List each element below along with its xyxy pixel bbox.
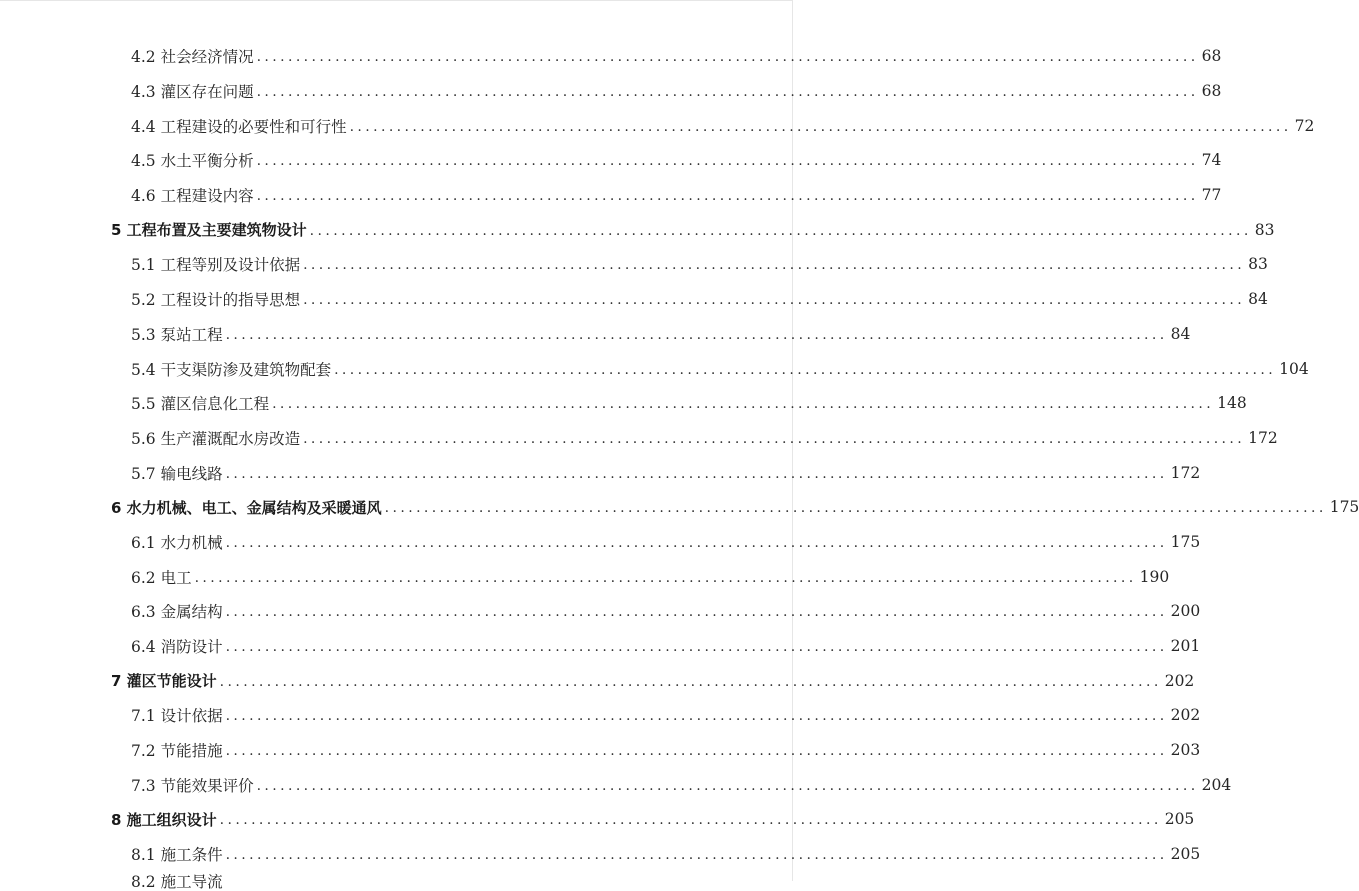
toc-dot-leader: ........................................................................................................................ (219, 812, 1162, 829)
toc-chapter-entry[interactable] (0, 663, 1195, 698)
toc-section-entry[interactable] (0, 178, 1222, 213)
toc-section-entry[interactable] (0, 525, 1201, 560)
toc-dot-leader: ........................................................................................................................ (256, 777, 1199, 794)
toc-entry-title: 7.2 节能措施 (131, 742, 223, 761)
toc-entry-page-number: 172 (1248, 428, 1278, 447)
toc-entry-title: 5.3 泵站工程 (131, 325, 223, 344)
toc-entry-title: 5.5 灌区信息化工程 (131, 395, 270, 414)
toc-entry-title: 8.1 施工条件 (131, 846, 223, 865)
toc-entry-page-number: 205 (1164, 810, 1195, 829)
toc-entry-page-number: 202 (1170, 706, 1201, 725)
toc-entry-page-number: 205 (1170, 845, 1201, 864)
toc-entry-title: 6.1 水力机械 (131, 533, 223, 552)
toc-dot-leader: ........................................................................................................................ (194, 569, 1137, 586)
toc-entry-page-number: 203 (1170, 741, 1201, 760)
toc-entry-page-number: 68 (1201, 82, 1222, 101)
toc-dot-leader: ........................................................................................................................ (225, 604, 1168, 621)
toc-entry-title: 7 灌区节能设计 (111, 672, 217, 691)
toc-dot-leader: ........................................................................................................................ (256, 49, 1199, 66)
toc-entry-page-number: 104 (1279, 359, 1309, 378)
toc-entry-page-number: 202 (1164, 671, 1195, 690)
toc-entry-title: 4.5 水土平衡分析 (131, 152, 254, 171)
toc-entry-title: 7.3 节能效果评价 (131, 776, 254, 795)
toc-entry-page-number: 77 (1201, 186, 1222, 205)
toc-dot-leader: ........................................................................................................................ (256, 188, 1199, 205)
toc-section-entry[interactable] (0, 594, 1201, 629)
toc-entry-page-number: 201 (1170, 637, 1201, 656)
toc-dot-leader: ........................................................................................................................ (303, 292, 1246, 309)
toc-dot-leader: ........................................................................................................................ (334, 361, 1277, 378)
toc-section-entry[interactable] (0, 837, 1201, 872)
toc-section-entry[interactable] (0, 559, 1170, 594)
toc-dot-leader: ........................................................................................................................ (225, 743, 1168, 760)
toc-entry-page-number: 175 (1329, 498, 1359, 517)
toc-dot-leader: ........................................................................................................................ (303, 257, 1246, 274)
table-of-contents (0, 39, 1359, 872)
toc-dot-leader: ........................................................................................................................ (303, 430, 1246, 447)
toc-entry-title: 4.2 社会经济情况 (131, 48, 254, 67)
toc-partial-entry (131, 871, 291, 891)
toc-entry-title: 7.1 设计依据 (131, 707, 223, 726)
toc-entry-title: 6.2 电工 (131, 568, 192, 587)
toc-chapter-entry[interactable] (0, 490, 1359, 525)
toc-entry-title: 6.3 金属结构 (131, 603, 223, 622)
toc-entry-title: 4.6 工程建设内容 (131, 187, 254, 206)
toc-entry-title: 6 水力机械、电工、金属结构及采暖通风 (111, 498, 382, 517)
toc-section-entry[interactable] (0, 421, 1278, 456)
toc-entry-title: 5 工程布置及主要建筑物设计 (111, 221, 307, 240)
toc-dot-leader: ........................................................................................................................ (309, 222, 1252, 239)
toc-entry-page-number: 172 (1170, 463, 1201, 482)
toc-partial-entry-text: 8.2 施工导流 (131, 873, 223, 891)
toc-section-entry[interactable] (0, 386, 1247, 421)
toc-entry-title: 6.4 消防设计 (131, 638, 223, 657)
toc-dot-leader: ........................................................................................................................ (225, 326, 1168, 343)
toc-entry-page-number: 175 (1170, 532, 1201, 551)
toc-section-entry[interactable] (0, 74, 1222, 109)
toc-entry-page-number: 200 (1170, 602, 1201, 621)
toc-entry-page-number: 72 (1294, 116, 1315, 135)
toc-section-entry[interactable] (0, 282, 1268, 317)
toc-dot-leader: ........................................................................................................................ (272, 396, 1215, 413)
toc-dot-leader: ........................................................................................................................ (225, 708, 1168, 725)
toc-section-entry[interactable] (0, 317, 1191, 352)
toc-entry-page-number: 84 (1248, 290, 1268, 309)
toc-section-entry[interactable] (0, 767, 1232, 802)
toc-entry-page-number: 68 (1201, 47, 1222, 66)
toc-entry-title: 5.7 输电线路 (131, 464, 223, 483)
toc-section-entry[interactable] (0, 143, 1222, 178)
toc-section-entry[interactable] (0, 108, 1315, 143)
toc-entry-title: 4.3 灌区存在问题 (131, 83, 254, 102)
toc-section-entry[interactable] (0, 351, 1309, 386)
toc-dot-leader: ........................................................................................................................ (349, 118, 1292, 135)
toc-dot-leader: ........................................................................................................................ (225, 847, 1168, 864)
toc-entry-page-number: 190 (1139, 567, 1170, 586)
toc-section-entry[interactable] (0, 247, 1268, 282)
toc-section-entry[interactable] (0, 455, 1201, 490)
toc-entry-title: 5.2 工程设计的指导思想 (131, 291, 301, 310)
toc-entry-page-number: 83 (1254, 220, 1275, 239)
toc-entry-title: 5.6 生产灌溉配水房改造 (131, 429, 301, 448)
toc-dot-leader: ........................................................................................................................ (225, 534, 1168, 551)
toc-dot-leader: ........................................................................................................................ (256, 84, 1199, 101)
toc-dot-leader: ........................................................................................................................ (219, 673, 1162, 690)
toc-entry-page-number: 74 (1201, 151, 1222, 170)
toc-entry-page-number: 83 (1248, 255, 1268, 274)
toc-entry-title: 8 施工组织设计 (111, 810, 217, 829)
toc-chapter-entry[interactable] (0, 212, 1275, 247)
toc-dot-leader: ........................................................................................................................ (225, 465, 1168, 482)
toc-section-entry[interactable] (0, 629, 1201, 664)
toc-entry-page-number: 84 (1170, 324, 1191, 343)
toc-dot-leader: ........................................................................................................................ (384, 500, 1327, 517)
toc-section-entry[interactable] (0, 39, 1222, 74)
toc-entry-page-number: 204 (1201, 775, 1232, 794)
toc-dot-leader: ........................................................................................................................ (256, 153, 1199, 170)
toc-entry-title: 5.1 工程等别及设计依据 (131, 256, 301, 275)
toc-dot-leader: ........................................................................................................................ (225, 639, 1168, 656)
toc-section-entry[interactable] (0, 733, 1201, 768)
toc-chapter-entry[interactable] (0, 802, 1195, 837)
toc-entry-title: 4.4 工程建设的必要性和可行性 (131, 117, 347, 136)
toc-entry-page-number: 148 (1217, 394, 1247, 413)
toc-section-entry[interactable] (0, 698, 1201, 733)
toc-entry-title: 5.4 干支渠防渗及建筑物配套 (131, 360, 332, 379)
